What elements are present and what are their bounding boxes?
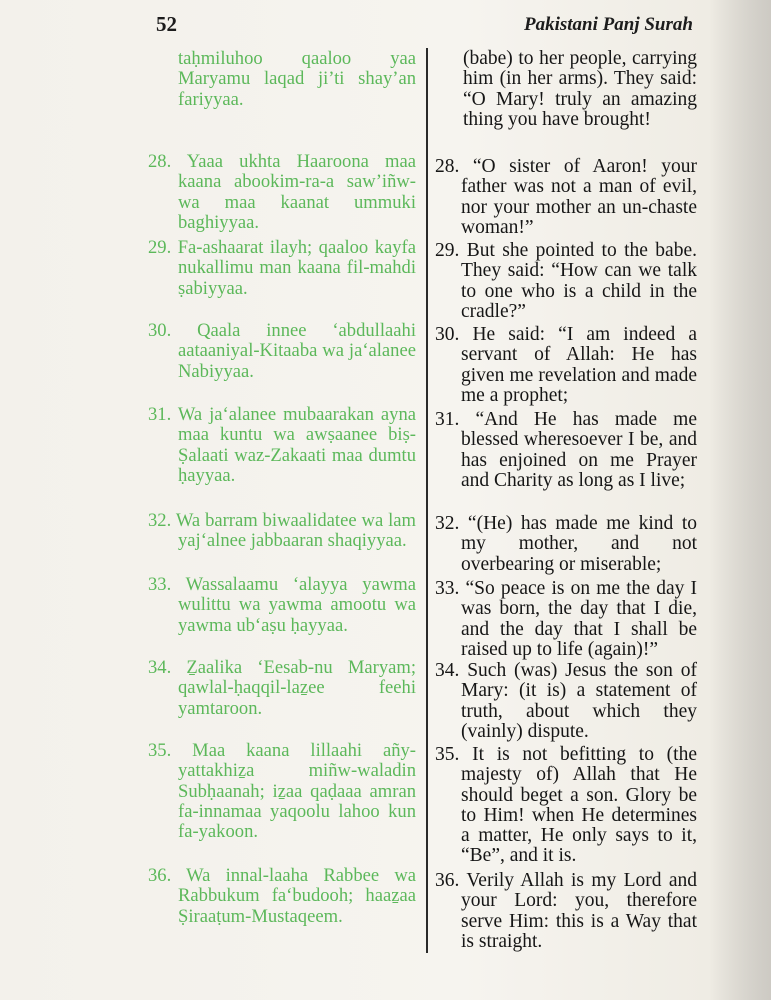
transliteration-verse-32: 32. Wa barram biwaalidatee wa lam yaj‘alnee jabbaaran shaqiyyaa.: [148, 510, 416, 552]
translation-verse-33: 33. “So peace is on me the day I was born, the day that I die, and the day that I shall be raised up to life (again)!”: [435, 578, 697, 660]
translation-verse-31: 31. “And He has made me blessed wheresoever I be, and has enjoined on me Prayer and Charity as long as I live;: [435, 409, 697, 491]
running-title: Pakistani Panj Surah: [524, 14, 693, 35]
translation-verse-30: 30. He said: “I am indeed a servant of Allah: He has given me revelation and made me a prophet;: [435, 324, 697, 406]
transliteration-verse-33: 33. Wassalaamu ‘alayya yawma wulittu wa yawma amootu wa yawma ub‘aṣu ḥayyaa.: [148, 574, 416, 636]
translation-verse-29: 29. But she pointed to the babe. They said: “How can we talk to one who is a child in the cradle?”: [435, 240, 697, 322]
transliteration-verse-36: 36. Wa innal-laaha Rabbee wa Rabbukum fa‘budooh; haaẕaa Ṣiraaṭum-Mustaqeem.: [148, 865, 416, 927]
translation-verse-36: 36. Verily Allah is my Lord and your Lord: you, therefore serve Him: this is a Way that is straight.: [435, 870, 697, 952]
page-number: 52: [156, 12, 177, 36]
translation-verse-35: 35. It is not befitting to (the majesty of) Allah that He should beget a son. Glory be to Him! when He determines a matter, He only says to it, “Be”, and it is.: [435, 744, 697, 867]
translation-verse-continued: (babe) to her people, carrying him (in her arms). They said: “O Mary! truly an amazing thing you have brought!: [463, 48, 697, 130]
column-divider: [426, 48, 428, 953]
translation-verse-34: 34. Such (was) Jesus the son of Mary: (it is) a statement of truth, about which they (vainly) dispute.: [435, 660, 697, 742]
transliteration-verse-31: 31. Wa ja‘alanee mubaarakan ayna maa kuntu wa awṣaanee biṣ-Ṣalaati waz-Zakaati maa dumtu ḥayyaa.: [148, 404, 416, 486]
transliteration-verse-35: 35. Maa kaana lillaahi añy-yattakhiẕa miñw-waladin Subḥaanah; iẕaa qaḍaaa amran fa-innamaa yaqoolu lahoo kun fa-yakoon.: [148, 740, 416, 843]
transliteration-verse-28: 28. Yaaa ukhta Haaroona maa kaana abookim-ra-a saw’iñw-wa maa kaanat ummuki baghiyyaa.: [148, 151, 416, 233]
transliteration-verse-continued: taḥmiluhoo qaaloo yaa Maryamu laqad ji’ti shay’an fariyyaa.: [178, 48, 416, 110]
transliteration-verse-30: 30. Qaala innee ‘abdullaahi aataaniyal-Kitaaba wa ja‘alanee Nabiyyaa.: [148, 320, 416, 382]
page-edge-shadow: [709, 0, 771, 1000]
transliteration-verse-29: 29. Fa-ashaarat ilayh; qaaloo kayfa nukallimu man kaana fil-mahdi ṣabiyyaa.: [148, 237, 416, 299]
transliteration-verse-34: 34. Ẕaalika ‘Eesab-nu Maryam; qawlal-ḥaqqil-laẕee feehi yamtaroon.: [148, 657, 416, 719]
translation-verse-28: 28. “O sister of Aaron! your father was not a man of evil, nor your mother an un-chaste woman!”: [435, 156, 697, 238]
translation-verse-32: 32. “(He) has made me kind to my mother, and not overbearing or miserable;: [435, 513, 697, 575]
